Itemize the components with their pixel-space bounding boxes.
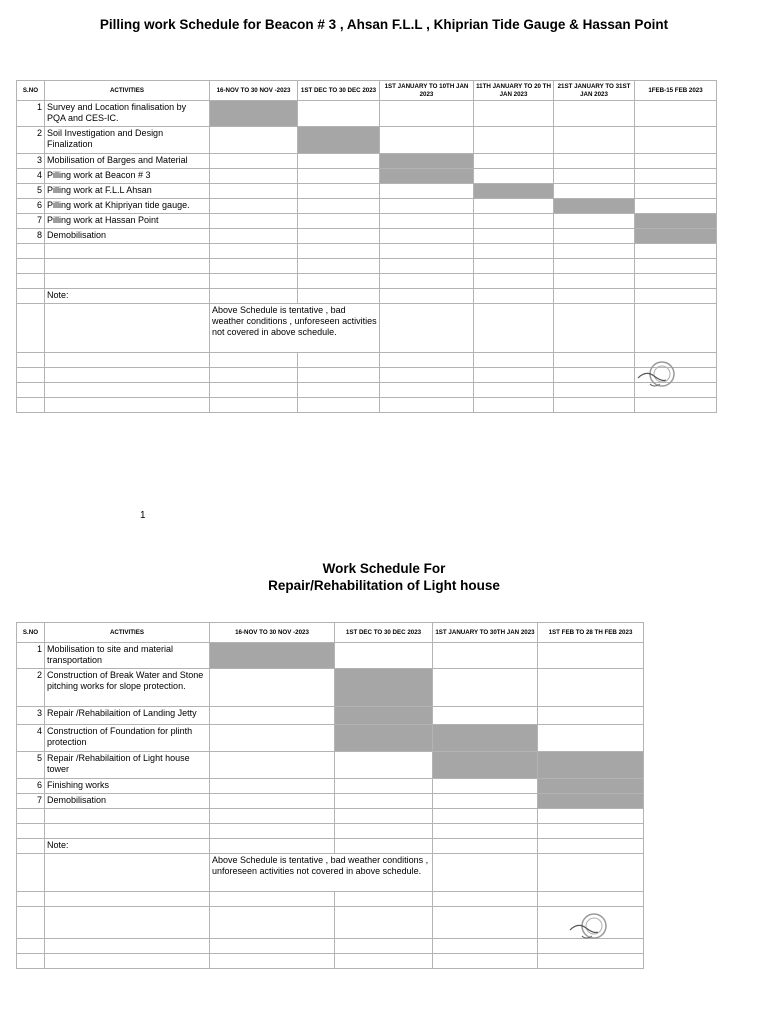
piling-schedule-table [16, 80, 717, 413]
empty-cell [210, 259, 298, 274]
gantt-cell [298, 101, 380, 127]
empty-cell [335, 954, 433, 969]
empty-cell [474, 259, 554, 274]
page-number: 1 [140, 510, 146, 521]
gantt-cell [474, 169, 554, 184]
empty-cell [17, 892, 45, 907]
activity-name: Demobilisation [45, 794, 210, 809]
empty-cell [433, 809, 538, 824]
gantt-cell [380, 229, 474, 244]
table-header-row [17, 81, 717, 101]
empty-row [17, 892, 644, 907]
header-period-2: 1ST DEC TO 30 DEC 2023 [298, 81, 380, 101]
empty-cell [433, 907, 538, 939]
empty-cell [298, 259, 380, 274]
table-row [17, 199, 717, 214]
gantt-cell [433, 794, 538, 809]
empty-cell [335, 892, 433, 907]
empty-cell [45, 368, 210, 383]
row-number: 1 [17, 643, 45, 669]
gantt-cell [210, 707, 335, 725]
schedule1-title: Pilling work Schedule for Beacon # 3 , Ahsan F.L.L , Khiprian Tide Gauge & Hassan Point [99, 17, 669, 32]
empty-cell [17, 244, 45, 259]
empty-cell [298, 289, 380, 304]
empty-row [17, 383, 717, 398]
empty-cell [380, 398, 474, 413]
gantt-cell [335, 779, 433, 794]
gantt-bar [554, 199, 635, 214]
note-label: Note: [45, 289, 210, 304]
empty-cell [17, 304, 45, 353]
empty-cell [380, 289, 474, 304]
gantt-bar [635, 214, 717, 229]
gantt-bar [335, 669, 433, 707]
empty-cell [433, 939, 538, 954]
row-number: 6 [17, 779, 45, 794]
empty-cell [433, 854, 538, 892]
gantt-bar [335, 725, 433, 752]
empty-cell [17, 839, 45, 854]
header-period-6: 1FEB-15 FEB 2023 [635, 81, 717, 101]
row-number: 1 [17, 101, 45, 127]
empty-cell [554, 304, 635, 353]
header-period-3: 1ST JANUARY TO 30TH JAN 2023 [433, 623, 538, 643]
gantt-cell [474, 101, 554, 127]
gantt-bar [380, 154, 474, 169]
empty-cell [554, 368, 635, 383]
table-row [17, 707, 644, 725]
row-number: 5 [17, 184, 45, 199]
gantt-bar [635, 229, 717, 244]
empty-cell [380, 259, 474, 274]
gantt-cell [538, 707, 644, 725]
empty-cell [45, 892, 210, 907]
activity-name: Repair /Rehabilaition of Landing Jetty [45, 707, 210, 725]
note-text: Above Schedule is tentative , bad weather conditions , unforeseen activities not covered in above schedule. [210, 304, 380, 353]
gantt-cell [635, 101, 717, 127]
gantt-bar [474, 184, 554, 199]
gantt-cell [210, 725, 335, 752]
activity-name: Mobilisation to site and material transportation [45, 643, 210, 669]
empty-cell [380, 304, 474, 353]
stamp-icon [636, 358, 680, 394]
row-number: 6 [17, 199, 45, 214]
empty-cell [45, 854, 210, 892]
empty-cell [210, 383, 298, 398]
empty-cell [474, 398, 554, 413]
header-period-1: 16-NOV TO 30 NOV -2023 [210, 623, 335, 643]
empty-cell [554, 259, 635, 274]
gantt-cell [335, 752, 433, 779]
gantt-cell [554, 169, 635, 184]
empty-cell [380, 368, 474, 383]
empty-cell [298, 383, 380, 398]
table-row [17, 127, 717, 154]
empty-cell [17, 854, 45, 892]
empty-cell [335, 839, 433, 854]
empty-cell [554, 274, 635, 289]
activity-name: Pilling work at Khipriyan tide gauge. [45, 199, 210, 214]
activity-name: Construction of Foundation for plinth protection [45, 725, 210, 752]
gantt-cell [554, 154, 635, 169]
header-period-2: 1ST DEC TO 30 DEC 2023 [335, 623, 433, 643]
table-row [17, 101, 717, 127]
gantt-cell [433, 643, 538, 669]
gantt-cell [210, 779, 335, 794]
table-row [17, 169, 717, 184]
empty-cell [45, 824, 210, 839]
header-period-3: 1ST JANUARY TO 10TH JAN 2023 [380, 81, 474, 101]
empty-cell [298, 353, 380, 368]
gantt-cell [210, 794, 335, 809]
empty-cell [17, 383, 45, 398]
empty-cell [45, 809, 210, 824]
empty-cell [474, 289, 554, 304]
gantt-cell [380, 184, 474, 199]
note-label: Note: [45, 839, 210, 854]
empty-cell [635, 274, 717, 289]
empty-cell [538, 854, 644, 892]
row-number: 7 [17, 794, 45, 809]
table-row [17, 214, 717, 229]
gantt-cell [335, 794, 433, 809]
empty-cell [433, 892, 538, 907]
activity-name: Mobilisation of Barges and Material [45, 154, 210, 169]
empty-cell [538, 839, 644, 854]
gantt-cell [635, 169, 717, 184]
empty-cell [210, 892, 335, 907]
empty-row [17, 954, 644, 969]
empty-cell [210, 244, 298, 259]
gantt-cell [210, 669, 335, 707]
activity-name: Finishing works [45, 779, 210, 794]
empty-cell [474, 368, 554, 383]
empty-cell [474, 353, 554, 368]
empty-cell [17, 274, 45, 289]
empty-cell [433, 839, 538, 854]
gantt-cell [554, 127, 635, 154]
gantt-bar [298, 127, 380, 154]
row-number: 7 [17, 214, 45, 229]
gantt-cell [635, 127, 717, 154]
empty-cell [335, 809, 433, 824]
note-text-row [17, 304, 717, 353]
schedule2-title [0, 560, 768, 594]
gantt-cell [554, 214, 635, 229]
row-number: 2 [17, 127, 45, 154]
empty-cell [45, 259, 210, 274]
empty-cell [635, 289, 717, 304]
header-period-4: 11TH JANUARY TO 20 TH JAN 2023 [474, 81, 554, 101]
table-row [17, 154, 717, 169]
empty-cell [635, 398, 717, 413]
gantt-cell [298, 154, 380, 169]
empty-cell [635, 244, 717, 259]
empty-row [17, 939, 644, 954]
gantt-cell [335, 643, 433, 669]
empty-cell [17, 353, 45, 368]
activity-name: Pilling work at Hassan Point [45, 214, 210, 229]
activity-name: Demobilisation [45, 229, 210, 244]
gantt-cell [554, 229, 635, 244]
gantt-cell [538, 643, 644, 669]
empty-cell [210, 839, 335, 854]
activity-name: Pilling work at F.L.L Ahsan [45, 184, 210, 199]
empty-cell [45, 398, 210, 413]
empty-cell [380, 274, 474, 289]
gantt-cell [635, 199, 717, 214]
gantt-cell [433, 779, 538, 794]
empty-cell [17, 398, 45, 413]
empty-cell [210, 274, 298, 289]
lighthouse-schedule-table [16, 622, 644, 969]
empty-cell [45, 244, 210, 259]
empty-cell [45, 383, 210, 398]
gantt-cell [474, 214, 554, 229]
gantt-cell [538, 725, 644, 752]
gantt-cell [210, 127, 298, 154]
gantt-bar [433, 752, 538, 779]
empty-cell [474, 304, 554, 353]
activity-name: Repair /Rehabilaition of Light house tower [45, 752, 210, 779]
gantt-cell [210, 154, 298, 169]
table-row [17, 184, 717, 199]
empty-cell [210, 289, 298, 304]
empty-row [17, 809, 644, 824]
gantt-bar [380, 169, 474, 184]
empty-cell [45, 939, 210, 954]
empty-cell [45, 954, 210, 969]
gantt-cell [298, 229, 380, 244]
empty-cell [298, 274, 380, 289]
activity-name: Pilling work at Beacon # 3 [45, 169, 210, 184]
row-number: 4 [17, 169, 45, 184]
empty-row [17, 398, 717, 413]
gantt-cell [474, 229, 554, 244]
gantt-cell [380, 199, 474, 214]
empty-cell [635, 304, 717, 353]
gantt-bar [538, 794, 644, 809]
table-row [17, 229, 717, 244]
empty-cell [474, 383, 554, 398]
empty-row [17, 824, 644, 839]
header-sno: S.NO [17, 81, 45, 101]
empty-cell [210, 353, 298, 368]
empty-cell [474, 274, 554, 289]
empty-row [17, 274, 717, 289]
row-number: 2 [17, 669, 45, 707]
empty-cell [635, 259, 717, 274]
table-row [17, 725, 644, 752]
empty-cell [554, 398, 635, 413]
empty-cell [210, 954, 335, 969]
empty-cell [554, 244, 635, 259]
gantt-bar [335, 707, 433, 725]
gantt-bar [538, 752, 644, 779]
empty-cell [380, 353, 474, 368]
empty-cell [17, 259, 45, 274]
gantt-cell [210, 229, 298, 244]
gantt-cell [474, 199, 554, 214]
empty-cell [210, 809, 335, 824]
empty-cell [335, 907, 433, 939]
activity-name: Survey and Location finalisation by PQA and CES-IC. [45, 101, 210, 127]
gantt-cell [210, 169, 298, 184]
header-activities: ACTIVITIES [45, 81, 210, 101]
empty-cell [45, 907, 210, 939]
header-period-4: 1ST FEB TO 28 TH FEB 2023 [538, 623, 644, 643]
gantt-cell [433, 669, 538, 707]
note-text: Above Schedule is tentative , bad weather conditions , unforeseen activities not covered in above schedule. [210, 854, 433, 892]
empty-cell [17, 939, 45, 954]
empty-cell [45, 274, 210, 289]
row-number: 5 [17, 752, 45, 779]
gantt-cell [474, 127, 554, 154]
table-row [17, 643, 644, 669]
row-number: 4 [17, 725, 45, 752]
empty-cell [335, 939, 433, 954]
gantt-bar [538, 779, 644, 794]
empty-cell [45, 304, 210, 353]
gantt-cell [210, 214, 298, 229]
gantt-cell [210, 199, 298, 214]
gantt-bar [210, 643, 335, 669]
empty-cell [474, 244, 554, 259]
empty-row [17, 907, 644, 939]
table-row [17, 794, 644, 809]
gantt-cell [210, 752, 335, 779]
empty-row [17, 244, 717, 259]
empty-cell [45, 353, 210, 368]
empty-cell [210, 907, 335, 939]
empty-cell [554, 383, 635, 398]
note-row [17, 839, 644, 854]
gantt-cell [474, 154, 554, 169]
empty-cell [538, 809, 644, 824]
gantt-cell [298, 199, 380, 214]
gantt-cell [635, 184, 717, 199]
empty-cell [380, 383, 474, 398]
gantt-cell [554, 184, 635, 199]
gantt-bar [433, 725, 538, 752]
gantt-cell [433, 707, 538, 725]
gantt-cell [380, 101, 474, 127]
header-sno: S.NO [17, 623, 45, 643]
empty-cell [433, 954, 538, 969]
empty-cell [433, 824, 538, 839]
empty-cell [554, 353, 635, 368]
empty-cell [210, 824, 335, 839]
empty-cell [298, 398, 380, 413]
table-row [17, 752, 644, 779]
empty-cell [210, 939, 335, 954]
gantt-cell [554, 101, 635, 127]
stamp-icon [568, 910, 612, 946]
gantt-cell [298, 169, 380, 184]
gantt-cell [380, 214, 474, 229]
empty-cell [17, 809, 45, 824]
header-period-5: 21ST JANUARY TO 31ST JAN 2023 [554, 81, 635, 101]
empty-cell [538, 954, 644, 969]
empty-row [17, 368, 717, 383]
row-number: 3 [17, 154, 45, 169]
row-number: 3 [17, 707, 45, 725]
empty-cell [17, 289, 45, 304]
empty-cell [538, 892, 644, 907]
gantt-bar [210, 101, 298, 127]
gantt-cell [635, 154, 717, 169]
gantt-cell [298, 214, 380, 229]
empty-row [17, 259, 717, 274]
table-row [17, 779, 644, 794]
empty-cell [210, 368, 298, 383]
gantt-cell [210, 184, 298, 199]
empty-cell [210, 398, 298, 413]
header-period-1: 16-NOV TO 30 NOV -2023 [210, 81, 298, 101]
note-text-row [17, 854, 644, 892]
schedule2-title-line1: Work Schedule For [322, 561, 446, 576]
activity-name: Soil Investigation and Design Finalization [45, 127, 210, 154]
note-row [17, 289, 717, 304]
empty-row [17, 353, 717, 368]
empty-cell [554, 289, 635, 304]
table-row [17, 669, 644, 707]
empty-cell [380, 244, 474, 259]
empty-cell [17, 368, 45, 383]
empty-cell [17, 954, 45, 969]
schedule2-title-line2: Repair/Rehabilitation of Light house [268, 578, 500, 593]
header-activities: ACTIVITIES [45, 623, 210, 643]
empty-cell [298, 368, 380, 383]
gantt-cell [298, 184, 380, 199]
gantt-cell [538, 669, 644, 707]
empty-cell [298, 244, 380, 259]
table-header-row [17, 623, 644, 643]
empty-cell [17, 907, 45, 939]
gantt-cell [380, 127, 474, 154]
empty-cell [335, 824, 433, 839]
empty-cell [17, 824, 45, 839]
activity-name: Construction of Break Water and Stone pitching works for slope protection. [45, 669, 210, 707]
empty-cell [538, 824, 644, 839]
row-number: 8 [17, 229, 45, 244]
